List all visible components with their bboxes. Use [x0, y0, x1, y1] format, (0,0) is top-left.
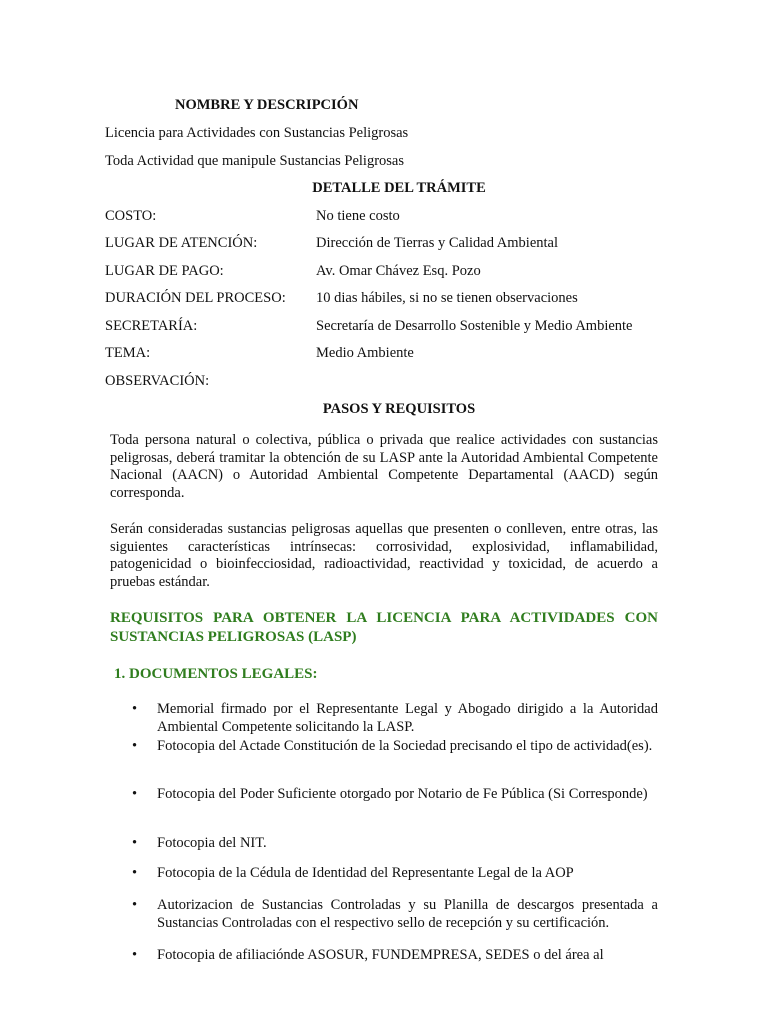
- list-item-text: Fotocopia del NIT.: [157, 835, 267, 851]
- section-title-detalle: DETALLE DEL TRÁMITE: [312, 180, 486, 196]
- section-title-pasos: PASOS Y REQUISITOS: [322, 401, 476, 417]
- detail-value: Av. Omar Chávez Esq. Pozo: [316, 263, 481, 279]
- section-legal-documents: 1. DOCUMENTOS LEGALES:: [114, 666, 318, 682]
- detail-value: Medio Ambiente: [316, 345, 414, 361]
- list-item-text: Fotocopia del Actade Constitución de la Sociedad precisando el tipo de actividad(es).: [157, 738, 653, 754]
- detail-label: LUGAR DE ATENCIÓN:: [105, 235, 258, 251]
- definition-paragraph: Serán consideradas sustancias peligrosas aquellas que presenten o conlleven, entre otras, las siguientes características intrínsecas: corrosividad, explosividad, inflamabilidad, patogenicidad o bioinfecciosidad, radioactividad, reactividad y toxicidad, de acuerdo a pruebas estándar.: [110, 521, 658, 590]
- detail-value: Secretaría de Desarrollo Sostenible y Medio Ambiente: [316, 318, 633, 334]
- detail-label: OBSERVACIÓN:: [105, 373, 210, 389]
- detail-label: LUGAR DE PAGO:: [105, 263, 224, 279]
- bullet-icon: •: [132, 738, 138, 754]
- bullet-icon: •: [132, 786, 138, 802]
- list-item-text: Fotocopia de la Cédula de Identidad del Representante Legal de la AOP: [157, 865, 574, 881]
- detail-value: 10 dias hábiles, si no se tienen observaciones: [316, 290, 578, 306]
- list-item-text: Fotocopia del Poder Suficiente otorgado por Notario de Fe Pública (Si Corresponde): [157, 786, 648, 802]
- detail-label: COSTO:: [105, 208, 157, 224]
- section-title-nombre: NOMBRE Y DESCRIPCIÓN: [175, 97, 359, 113]
- detail-label: DURACIÓN DEL PROCESO:: [105, 290, 286, 306]
- requirements-heading: REQUISITOS PARA OBTENER LA LICENCIA PARA ACTIVIDADES CON SUSTANCIAS PELIGROSAS (LASP): [110, 610, 658, 645]
- list-item-text: Autorizacion de Sustancias Controladas y su Planilla de descargos presentada a Sustancias Controladas con el respectivo sello de recepción y su certificación.: [157, 897, 658, 931]
- bullet-icon: •: [132, 897, 138, 913]
- list-item-text: Memorial firmado por el Representante Legal y Abogado dirigido a la Autoridad Ambiental Competente solicitando la LASP.: [157, 701, 658, 735]
- intro-paragraph: Toda persona natural o colectiva, pública o privada que realice actividades con sustancias peligrosas, deberá tramitar la obtención de su LASP ante la Autoridad Ambiental Competente Nacional (AACN) o Autoridad Ambiental Competente Departamental (AACD) según corresponda.: [110, 432, 658, 501]
- license-name: Licencia para Actividades con Sustancias Peligrosas: [105, 125, 409, 141]
- license-description: Toda Actividad que manipule Sustancias Peligrosas: [105, 153, 404, 169]
- bullet-icon: •: [132, 701, 138, 717]
- detail-value: No tiene costo: [316, 208, 400, 224]
- detail-label: SECRETARÍA:: [105, 318, 198, 334]
- bullet-icon: •: [132, 947, 138, 963]
- bullet-icon: •: [132, 865, 138, 881]
- list-item-text: Fotocopia de afiliaciónde ASOSUR, FUNDEMPRESA, SEDES o del área al: [157, 947, 604, 963]
- detail-label: TEMA:: [105, 345, 151, 361]
- detail-value: Dirección de Tierras y Calidad Ambiental: [316, 235, 559, 251]
- bullet-icon: •: [132, 835, 138, 851]
